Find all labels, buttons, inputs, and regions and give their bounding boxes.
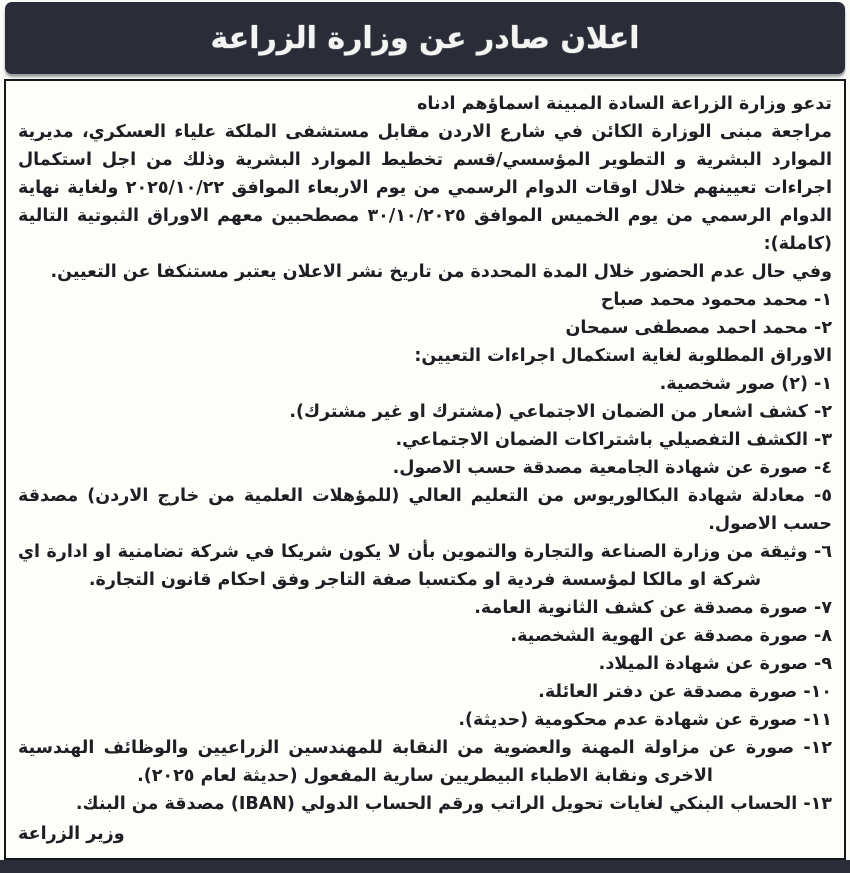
announcement-header-band bbox=[5, 2, 845, 74]
document-item: ١٠- صورة مصدقة عن دفتر العائلة. bbox=[538, 682, 832, 702]
document-item: ٥- معادلة شهادة البكالوريوس من التعليم العالي (للمؤهلات العلمية من خارج الاردن) مصدقة حسب الاصول. bbox=[18, 486, 832, 534]
document-item: ٢- كشف اشعار من الضمان الاجتماعي (مشترك او غير مشترك). bbox=[289, 402, 832, 422]
announcement-title: اعلان صادر عن وزارة الزراعة bbox=[210, 20, 640, 56]
document-item: ١- (٢) صور شخصية. bbox=[659, 374, 832, 394]
intro-line: تدعو وزارة الزراعة السادة المبينة اسماؤهم ادناه bbox=[417, 94, 832, 114]
document-item: ٣- الكشف التفصيلي باشتراكات الضمان الاجتماعي. bbox=[395, 430, 832, 450]
name-item: ١- محمد محمود محمد صباح bbox=[600, 290, 832, 310]
documents-heading: الاوراق المطلوبة لغاية استكمال اجراءات التعيين: bbox=[414, 346, 832, 366]
name-item: ٢- محمد احمد مصطفى سمحان bbox=[565, 318, 832, 338]
announcement-body-box bbox=[4, 79, 846, 860]
main-paragraph: مراجعة مبنى الوزارة الكائن في شارع الاردن مقابل مستشفى الملكة علياء العسكري، مديرية الموارد البشرية و التطوير المؤسسي/قسم تخطيط الموارد البشرية وذلك من اجل استكمال اجراءات تعيينهم خلال اوقات الدوام الرسمي من يوم الاربعاء الموافق ٢٠٢٥/١٠/٢٢ ولغاية نهاية الدوام الرسمي من يوم الخميس الموافق ٣٠/١٠/٢٠٢٥ مصطحبين معهم الاوراق الثبوتية التالية (كاملة): bbox=[18, 122, 832, 254]
document-item: ١٣- الحساب البنكي لغايات تحويل الراتب ورقم الحساب الدولي (IBAN) مصدقة من البنك. bbox=[75, 794, 832, 814]
document-item: ١١- صورة عن شهادة عدم محكومية (حديثة). bbox=[458, 710, 832, 730]
document-item: ٩- صورة عن شهادة الميلاد. bbox=[598, 654, 832, 674]
document-item: ١٢- صورة عن مزاولة المهنة والعضوية من النقابة للمهندسين الزراعيين والوظائف الهندسية الاخرى ونقابة الاطباء البيطريين سارية المفعول (حديثة لعام ٢٠٢٥). bbox=[18, 738, 832, 786]
signature-line: وزير الزراعة bbox=[18, 824, 125, 844]
document-item: ٨- صورة مصدقة عن الهوية الشخصية. bbox=[510, 626, 832, 646]
warning-line: وفي حال عدم الحضور خلال المدة المحددة من تاريخ نشر الاعلان يعتبر مستنكفا عن التعيين. bbox=[50, 262, 832, 282]
document-item: ٦- وثيقة من وزارة الصناعة والتجارة والتموين بأن لا يكون شريكا في شركة تضامنية او ادارة اي شركة او مالكا لمؤسسة فردية او مكتسبا صفة التاجر وفق احكام قانون التجارة. bbox=[18, 542, 832, 590]
document-item: ٤- صورة عن شهادة الجامعية مصدقة حسب الاصول. bbox=[392, 458, 832, 478]
bottom-dark-strip bbox=[0, 860, 850, 873]
document-item: ٧- صورة مصدقة عن كشف الثانوية العامة. bbox=[474, 598, 832, 618]
